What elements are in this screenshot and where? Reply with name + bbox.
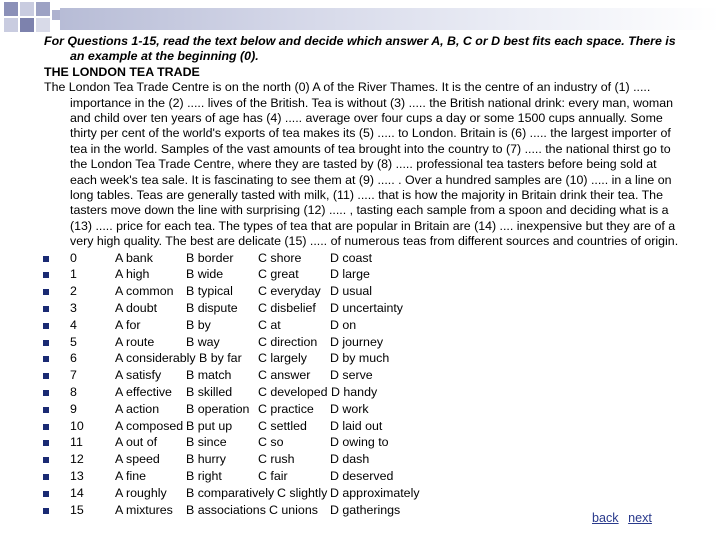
option-d: D by much bbox=[330, 351, 390, 366]
question-number: 13 bbox=[70, 469, 84, 484]
option-b: B typical bbox=[186, 284, 233, 299]
option-a: A doubt bbox=[115, 301, 158, 316]
option-d: D owing to bbox=[330, 435, 389, 450]
square-bullet-icon bbox=[43, 457, 49, 463]
option-d: D large bbox=[330, 267, 370, 282]
option-a: A for bbox=[115, 317, 141, 332]
option-b: B comparatively bbox=[186, 485, 275, 500]
question-row bbox=[44, 350, 684, 367]
square-bullet-icon bbox=[43, 474, 49, 480]
square-bullet-icon bbox=[43, 491, 49, 497]
option-a: A composed bbox=[115, 418, 184, 433]
option-b: B associations bbox=[186, 502, 266, 517]
square-bullet-icon bbox=[43, 289, 49, 295]
square-bullet-icon bbox=[43, 256, 49, 262]
square-bullet-icon bbox=[43, 424, 49, 430]
option-b: B match bbox=[186, 368, 232, 383]
question-number: 7 bbox=[70, 368, 77, 383]
option-b: B operation bbox=[186, 401, 250, 416]
option-b: B skilled bbox=[186, 385, 233, 400]
option-b: B put up bbox=[186, 418, 233, 433]
question-number: 12 bbox=[70, 452, 84, 467]
option-a: A considerably bbox=[115, 351, 196, 366]
question-number: 8 bbox=[70, 385, 77, 400]
question-row bbox=[44, 485, 684, 502]
option-c: C largely bbox=[258, 351, 307, 366]
square-bullet-icon bbox=[43, 340, 49, 346]
question-number: 2 bbox=[70, 284, 77, 299]
option-c: C direction bbox=[258, 334, 318, 349]
option-c: C shore bbox=[258, 250, 302, 265]
question-row bbox=[44, 317, 684, 334]
question-number: 6 bbox=[70, 351, 77, 366]
option-b: B by far bbox=[199, 351, 242, 366]
question-number: 15 bbox=[70, 502, 84, 517]
option-d: D on bbox=[330, 317, 357, 332]
option-b: B by bbox=[186, 317, 211, 332]
question-number: 4 bbox=[70, 317, 77, 332]
option-d: D deserved bbox=[330, 469, 394, 484]
question-number: 11 bbox=[70, 435, 83, 450]
option-d: D serve bbox=[330, 368, 373, 383]
option-c: C disbelief bbox=[258, 301, 316, 316]
option-c: C fair bbox=[258, 469, 288, 484]
back-link[interactable]: back bbox=[592, 511, 619, 525]
square-bullet-icon bbox=[43, 407, 49, 413]
square-bullet-icon bbox=[43, 272, 49, 278]
option-b: B wide bbox=[186, 267, 224, 282]
option-a: A mixtures bbox=[115, 502, 173, 517]
square-bullet-icon bbox=[43, 440, 49, 446]
option-d: D gatherings bbox=[330, 502, 401, 517]
question-row bbox=[44, 334, 684, 351]
option-c: C answer bbox=[258, 368, 311, 383]
question-row bbox=[44, 266, 684, 283]
question-row bbox=[44, 434, 684, 451]
option-a: A out of bbox=[115, 435, 158, 450]
question-row bbox=[44, 384, 684, 401]
question-number: 14 bbox=[70, 485, 84, 500]
option-a: A common bbox=[115, 284, 174, 299]
question-number: 9 bbox=[70, 401, 77, 416]
square-bullet-icon bbox=[43, 508, 49, 514]
instruction-text: For Questions 1-15, read the text below and decide which answer A, B, C or D best fits each space. There is an example at the beginning (0). bbox=[44, 34, 676, 64]
question-list bbox=[44, 250, 684, 519]
passage-text: The London Tea Trade Centre is on the north (0) A of the River Thames. It is the centre of an industry of (1) ..... importance in the (2) ..... lives of the British. Tea is without (3) ..... the British national drink: every man, woman and child over ten years of age has (4) ..... average over four cups a day or some 1500 cups annually. Some thirty per cent of the world's exports of tea makes its (5) ..... to London. Britain is (6) ..... the largest importer of tea in the world. Samples of the vast amounts of tea brought into the country to (7) ..... the national thirst go to the London Tea Trade Centre, where they are tasted by (8) ..... professional tea tasters before being sold at each week's tea sale. It is fascinating to see them at (9) ..... . Over a hundred samples are (10) ..... in a line on long tables. Teas are generally tasted with milk, (11) ..... that is how the majority in Britain drink their tea. The tasters move down the line with surprising (12) ..... , tasting each sample from a spoon and deciding what is a (13) ..... price for each tea. The types of tea that are popular in Britain are (14) .... inexpensive but they are of a very high quality. The best are delicate (15) ..... of numerous teas from different sources and countries of origin. bbox=[44, 80, 679, 249]
option-c: C everyday bbox=[258, 284, 321, 299]
option-b: B right bbox=[186, 469, 222, 484]
option-a: A action bbox=[115, 401, 160, 416]
option-c: C so bbox=[258, 435, 284, 450]
option-a: A bank bbox=[115, 250, 153, 265]
option-c: C great bbox=[258, 267, 299, 282]
question-number: 3 bbox=[70, 301, 77, 316]
option-b: B hurry bbox=[186, 452, 226, 467]
square-bullet-icon bbox=[43, 356, 49, 362]
option-c: C unions bbox=[269, 502, 318, 517]
square-bullet-icon bbox=[43, 373, 49, 379]
question-row bbox=[44, 367, 684, 384]
option-a: A fine bbox=[115, 469, 147, 484]
option-c: C developed bbox=[258, 385, 328, 400]
option-c: C slightly bbox=[277, 485, 328, 500]
option-d: D usual bbox=[330, 284, 373, 299]
question-row bbox=[44, 468, 684, 485]
square-bullet-icon bbox=[43, 306, 49, 312]
option-c: C at bbox=[258, 317, 281, 332]
option-d: D laid out bbox=[330, 418, 383, 433]
question-row bbox=[44, 418, 684, 435]
question-row bbox=[44, 283, 684, 300]
option-a: A roughly bbox=[115, 485, 167, 500]
option-c: C settled bbox=[258, 418, 307, 433]
question-row bbox=[44, 300, 684, 317]
question-row bbox=[44, 451, 684, 468]
option-d: D coast bbox=[330, 250, 373, 265]
question-number: 1 bbox=[70, 267, 77, 282]
question-number: 0 bbox=[70, 250, 77, 265]
option-a: A satisfy bbox=[115, 368, 162, 383]
option-a: A high bbox=[115, 267, 150, 282]
square-bullet-icon bbox=[43, 323, 49, 329]
option-c: C practice bbox=[258, 401, 314, 416]
slide-content bbox=[44, 34, 684, 518]
option-d: D work bbox=[330, 401, 369, 416]
option-c: C rush bbox=[258, 452, 295, 467]
question-number: 5 bbox=[70, 334, 77, 349]
text-title: THE LONDON TEA TRADE bbox=[44, 64, 200, 79]
question-row bbox=[44, 502, 684, 519]
header-band bbox=[60, 8, 720, 30]
option-b: B border bbox=[186, 250, 234, 265]
question-row bbox=[44, 250, 684, 267]
option-a: A effective bbox=[115, 385, 172, 400]
option-d: D journey bbox=[330, 334, 384, 349]
option-d: D handy bbox=[331, 385, 378, 400]
option-a: A speed bbox=[115, 452, 160, 467]
next-link[interactable]: next bbox=[628, 511, 652, 525]
option-b: B dispute bbox=[186, 301, 238, 316]
option-a: A route bbox=[115, 334, 155, 349]
question-row bbox=[44, 401, 684, 418]
option-b: B since bbox=[186, 435, 227, 450]
square-bullet-icon bbox=[43, 390, 49, 396]
navigation bbox=[592, 511, 658, 525]
option-d: D approximately bbox=[330, 485, 420, 500]
option-b: B way bbox=[186, 334, 220, 349]
option-d: D uncertainty bbox=[330, 301, 404, 316]
option-d: D dash bbox=[330, 452, 370, 467]
question-number: 10 bbox=[70, 418, 84, 433]
